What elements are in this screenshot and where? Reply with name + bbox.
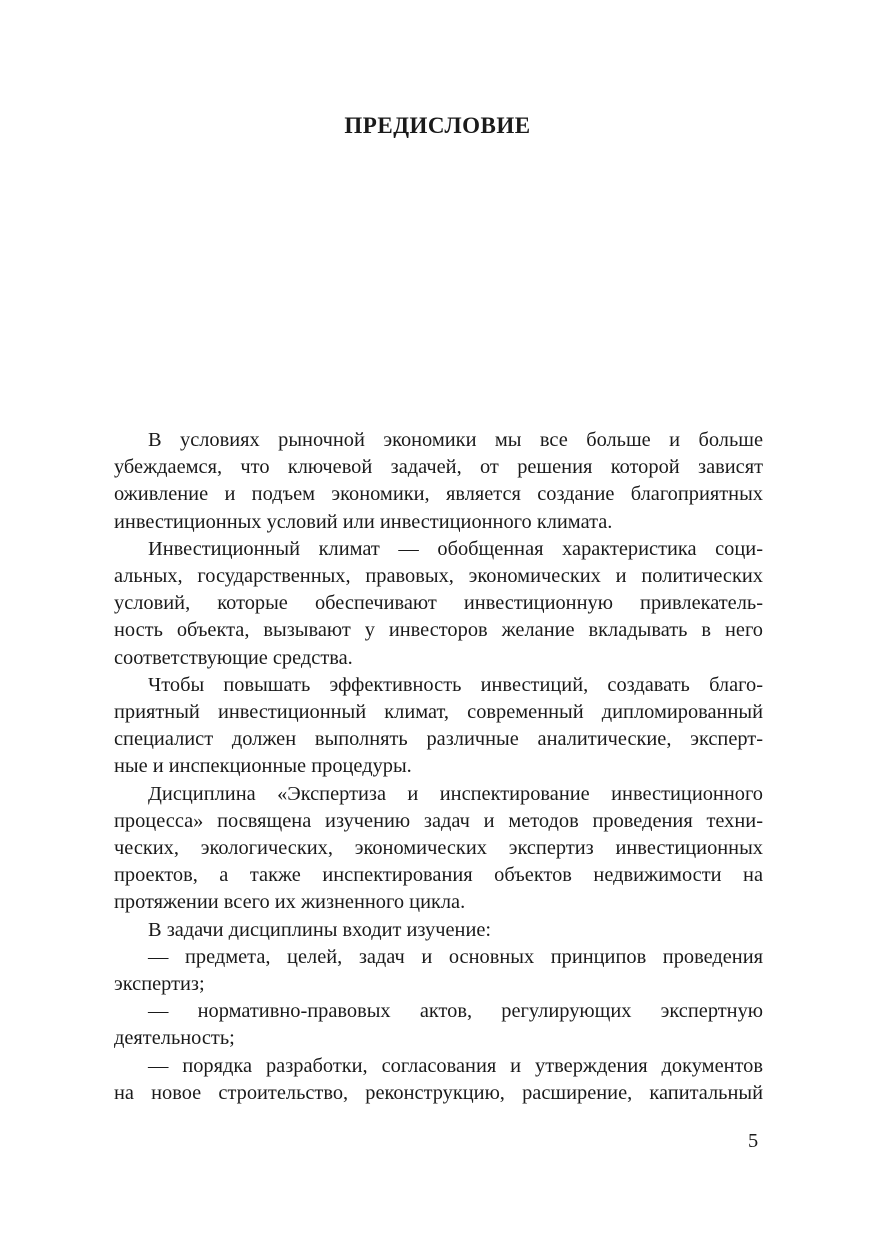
text-line: специалист должен выполнять различные аналитические, эксперт- xyxy=(114,728,763,751)
text-line: проектов, а также инспектирования объектов недвижимости на xyxy=(114,864,763,887)
text-line: ность объекта, вызывают у инвесторов желание вкладывать в него xyxy=(114,619,763,642)
text-line: ческих, экологических, экономических экспертиз инвестиционных xyxy=(114,837,763,860)
list-item xyxy=(114,1053,763,1107)
text-line: — предмета, целей, задач и основных принципов проведения xyxy=(148,945,763,968)
text-line: на новое строительство, реконструкцию, расширение, капитальный xyxy=(114,1081,763,1104)
list-item xyxy=(114,998,763,1052)
text-line: Чтобы повышать эффективность инвестиций, создавать благо- xyxy=(148,673,763,696)
list-item xyxy=(114,944,763,998)
paragraph xyxy=(114,427,763,536)
page-title: ПРЕДИСЛОВИЕ xyxy=(344,113,531,138)
text-line: В условиях рыночной экономики мы все больше и больше xyxy=(148,429,763,451)
page-number: 5 xyxy=(748,1130,759,1152)
text-line: деятельность; xyxy=(114,1027,235,1050)
text-line: приятный инвестиционный климат, современный дипломированный xyxy=(114,701,763,724)
text-line: — нормативно-правовых актов, регулирующих экспертную xyxy=(148,1000,763,1023)
paragraph xyxy=(114,672,763,781)
text-line: оживление и подъем экономики, является создание благоприятных xyxy=(114,483,763,506)
text-line: В задачи дисциплины входит изучение: xyxy=(148,918,492,941)
text-line: инвестиционных условий или инвестиционного климата. xyxy=(114,510,613,533)
text-line: ные и инспекционные процедуры. xyxy=(114,755,412,778)
paragraph xyxy=(114,917,763,944)
text-line: протяжении всего их жизненного цикла. xyxy=(114,891,466,914)
text-line: условий, которые обеспечивают инвестиционную привлекатель- xyxy=(114,592,763,615)
text-line: процесса» посвящена изучению задач и методов проведения техни- xyxy=(114,809,763,832)
text-line: Инвестиционный климат — обобщенная характеристика соци- xyxy=(148,537,763,560)
text-line: убеждаемся, что ключевой задачей, от решения которой зависят xyxy=(114,456,763,479)
text-line: экспертиз; xyxy=(114,973,205,996)
text-line: альных, государственных, правовых, экономических и политических xyxy=(114,565,763,588)
paragraph xyxy=(114,536,763,672)
text-line: соответствующие средства. xyxy=(114,646,353,669)
text-line: Дисциплина «Экспертиза и инспектирование инвестиционного xyxy=(148,782,763,805)
text-line: — порядка разработки, согласования и утверждения документов xyxy=(148,1054,763,1077)
body-text xyxy=(114,427,763,1107)
paragraph xyxy=(114,781,763,917)
